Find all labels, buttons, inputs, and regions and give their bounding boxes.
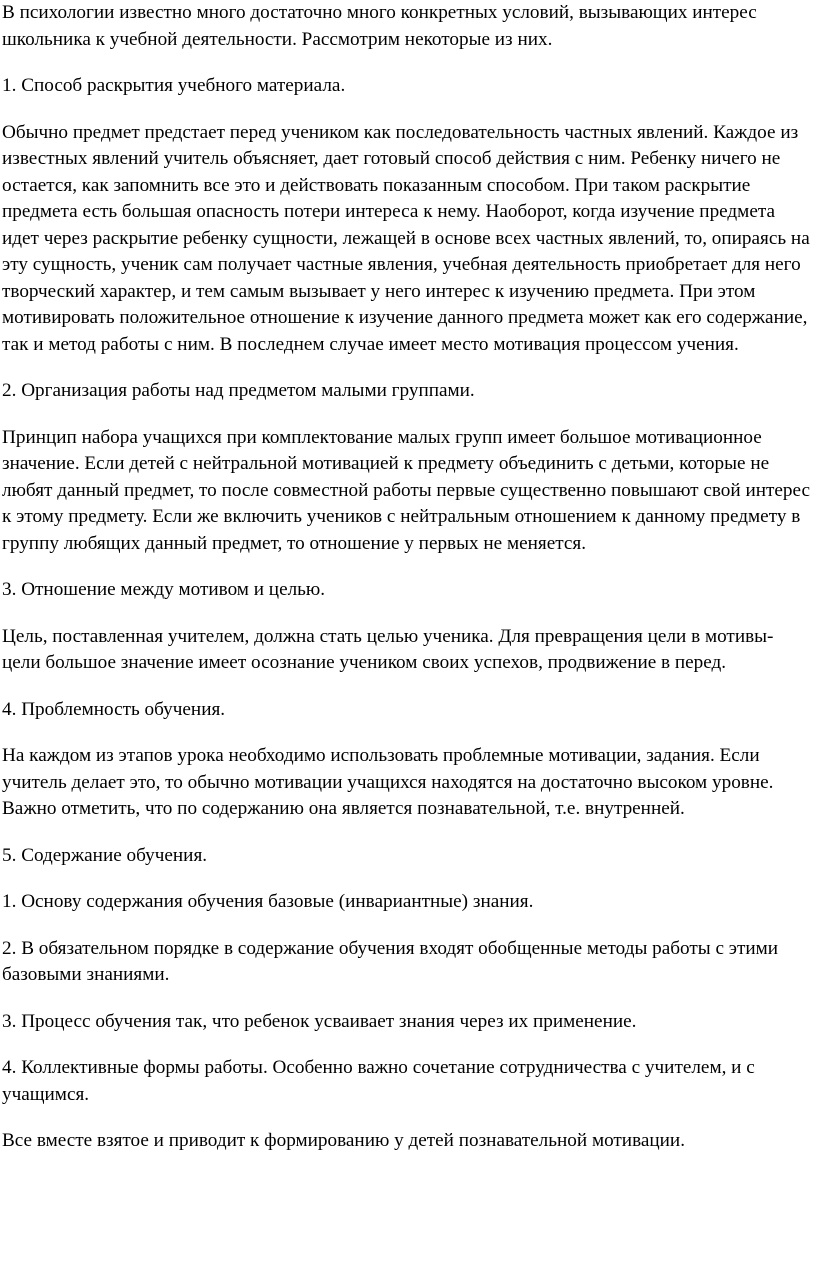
heading-3: 3. Отношение между мотивом и целью. — [2, 579, 326, 600]
list-item-2: 2. В обязательном порядке в содержание обучения входят обобщенные методы работы с этими базовыми знаниями. — [2, 937, 779, 985]
heading-4: 4. Проблемность обучения. — [2, 698, 226, 720]
list-item-1: 1. Основу содержания обучения базовые (инвариантные) знания. — [2, 891, 534, 912]
list-item-3: 3. Процесс обучения так, что ребенок усваивает знания через их применение. — [2, 1010, 637, 1032]
heading-5: 5. Содержание обучения. — [2, 844, 208, 866]
paragraph-3: Цель, поставленная учителем, должна стать целью ученика. Для превращения цели в мотивы-цели большое значение имеет осознание учеником своих успехов, продвижение в перед. — [2, 625, 774, 673]
heading-2: 2. Организация работы над предметом малыми группами. — [2, 380, 475, 401]
conclusion-paragraph: Все вместе взятое и приводит к формированию у детей познавательной мотивации. — [2, 1130, 686, 1151]
list-item-4: 4. Коллективные формы работы. Особенно важно сочетание сотрудничества с учителем, и с учащимся. — [2, 1057, 755, 1105]
paragraph-4: На каждом из этапов урока необходимо использовать проблемные мотивации, задания. Если учитель делает это, то обычно мотивации учащихся находятся на достаточно высоком уровне. Важно отметить, что по содержанию она является познавательной, т.е. внутренней. — [2, 745, 774, 819]
intro-paragraph: В психологии известно много достаточно много конкретных условий, вызывающих интерес школьника к учебной деятельности. Рассмотрим некоторые из них. — [2, 2, 757, 50]
paragraph-2: Принцип набора учащихся при комплектование малых групп имеет большое мотивационное значение. Если детей с нейтральной мотивацией к предмету объединить с детьми, которые не любят данный предмет, то после совместной работы первые существенно повышают свой интерес к этому предмету. Если же включить учеников с нейтральным отношением к данному предмету в группу любящих данный предмет, то отношение у первых не меняется. — [2, 426, 810, 554]
heading-1: 1. Способ раскрытия учебного материала. — [2, 75, 346, 96]
paragraph-1: Обычно предмет предстает перед учеником как последовательность частных явлений. Каждое из известных явлений учитель объясняет, дает готовый способ действия с ним. Ребенку ничего не остается, как запомнить все это и действовать показанным способом. При таком раскрытие предмета есть большая опасность потери интереса к нему. Наоборот, когда изучение предмета идет через раскрытие ребенку сущности, лежащей в основе всех частных явлений, то, опираясь на эту сущность, ученик сам получает частные явления, учебная деятельность приобретает для него творческий характер, и тем самым вызывает у него интерес к изучению предмета. При этом мотивировать положительное отношение к изучение данного предмета может как его содержание, так и метод работы с ним. В последнем случае имеет место мотивация процессом учения. — [2, 121, 810, 355]
